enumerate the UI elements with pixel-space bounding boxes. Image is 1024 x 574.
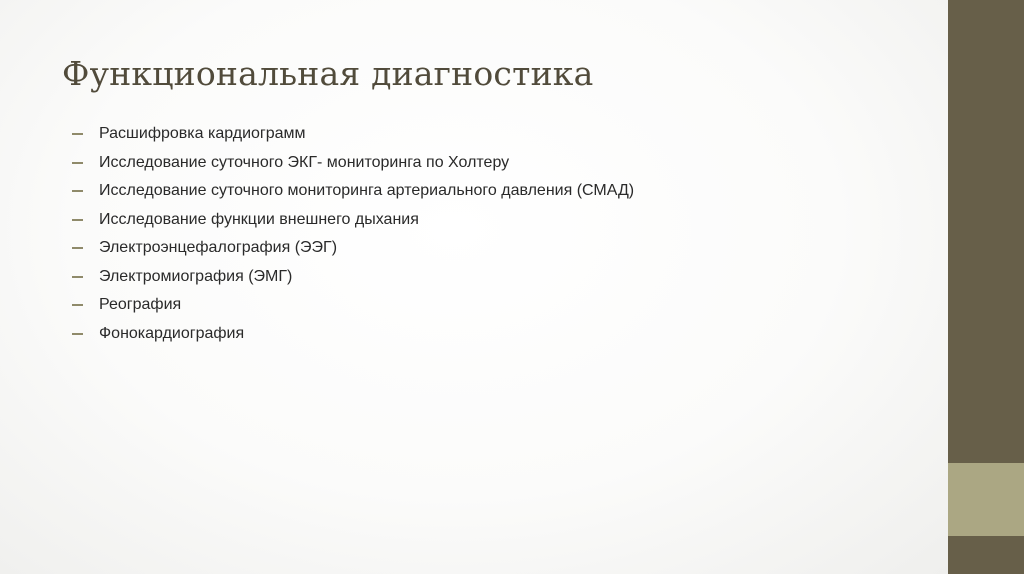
slide-title: Функциональная диагностика [62, 54, 594, 93]
dash-bullet-icon [72, 219, 83, 221]
list-item-text: Исследование функции внешнего дыхания [99, 210, 419, 228]
list-item-text: Реография [99, 296, 182, 314]
dash-bullet-icon [72, 133, 83, 135]
list-item [72, 177, 634, 206]
list-item [72, 206, 634, 235]
list-item-text: Электроэнцефалография (ЭЭГ) [99, 239, 338, 257]
list-item-text: Фонокардиография [99, 324, 245, 342]
list-item-text: Исследование суточного ЭКГ- мониторинга по Холтеру [99, 153, 510, 171]
dash-bullet-icon [72, 276, 83, 278]
dash-bullet-icon [72, 304, 83, 306]
dash-bullet-icon [72, 162, 83, 164]
list-item-text: Расшифровка кардиограмм [99, 125, 306, 143]
list-item [72, 234, 634, 263]
dash-bullet-icon [72, 190, 83, 192]
bullet-list [72, 120, 634, 348]
dash-bullet-icon [72, 247, 83, 249]
sidebar-accent-block [948, 463, 1024, 536]
list-item-text: Исследование суточного мониторинга артериального давления (СМАД) [99, 182, 635, 200]
list-item [72, 120, 634, 149]
list-item [72, 291, 634, 320]
list-item-text: Электромиография (ЭМГ) [99, 267, 293, 285]
list-item [72, 149, 634, 178]
dash-bullet-icon [72, 333, 83, 335]
list-item [72, 320, 634, 349]
list-item [72, 263, 634, 292]
